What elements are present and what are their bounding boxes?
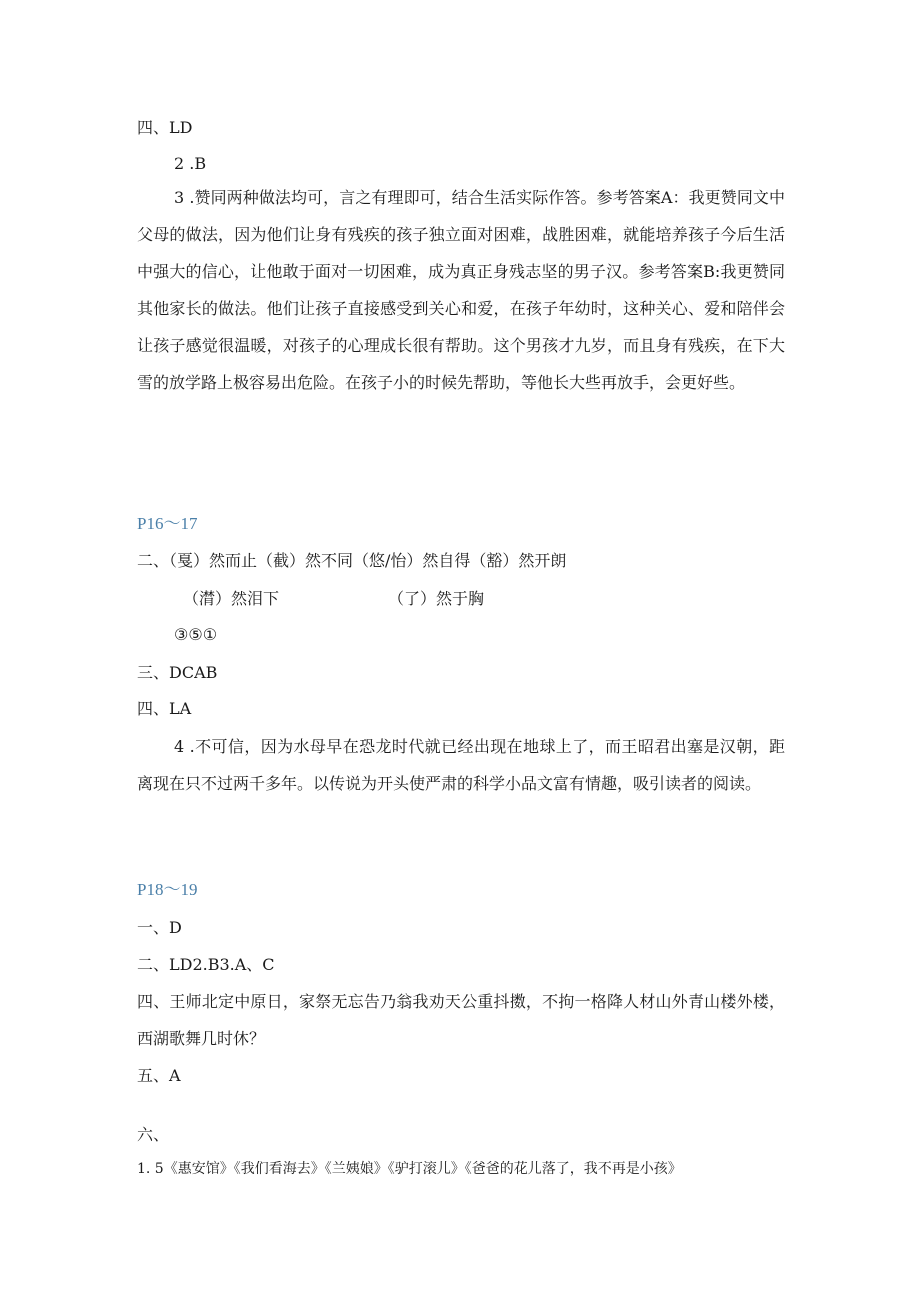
answer-yi: 一、D	[137, 918, 182, 937]
answer-si-2: 四、LA	[137, 699, 192, 718]
section-header-p16-17: P16～17	[137, 514, 198, 533]
answer-4-paragraph: 4 .不可信，因为水母早在恐龙时代就已经出现在地球上了，而王昭君出塞是汉朝，距离现在只不过两千多年。以传说为开头使严肃的科学小品文富有情趣，吸引读者的阅读。	[137, 737, 785, 793]
answer-liu: 六、	[137, 1125, 170, 1144]
answer-liu-1-books: 1. 5《惠安馆》《我们看海去》《兰姨娘》《驴打滚儿》《爸爸的花儿落了，我不再是小孩》	[137, 1161, 682, 1177]
answer-wu: 五、A	[137, 1066, 181, 1085]
answer-3-paragraph: 3 .赞同两种做法均可，言之有理即可，结合生活实际作答。参考答案A：我更赞同文中父母的做法，因为他们让身有残疾的孩子独立面对困难，战胜困难，就能培养孩子今后生活中强大的信心，让他敢于面对一切困难，成为真正身残志坚的男子汉。参考答案B:我更赞同其他家长的做法。他们让孩子直接感受到关心和爱，在孩子年幼时，这种关心、爱和陪伴会让孩子感觉很温暖，对孩子的心理成长很有帮助。这个男孩才九岁，而且身有残疾，在下大雪的放学路上极容易出危险。在孩子小的时候先帮助，等他长大些再放手，会更好些。	[137, 188, 785, 392]
answer-er-idioms: 二、（戛）然而止（截）然不同（悠/怡）然自得（豁）然开朗	[137, 551, 567, 570]
answer-si-1: 四、LD	[137, 118, 193, 137]
answer-er-2: 二、LD2.B3.A、C	[137, 955, 275, 974]
section-header-p18-19: P18～19	[137, 880, 198, 899]
answer-si-poetry: 四、王师北定中原日，家祭无忘告乃翁我劝天公重抖擞，不拘一格降人材山外青山楼外楼，西湖歌舞几时休？	[137, 992, 785, 1048]
answer-san: 三、DCAB	[137, 663, 218, 682]
answer-2: 2 .B	[174, 154, 207, 173]
answer-er-idiom-shan: （潸）然泪下	[183, 589, 280, 608]
answer-circled-numbers: ③⑤①	[174, 625, 218, 644]
answer-er-idiom-liao: （了）然于胸	[388, 589, 485, 608]
